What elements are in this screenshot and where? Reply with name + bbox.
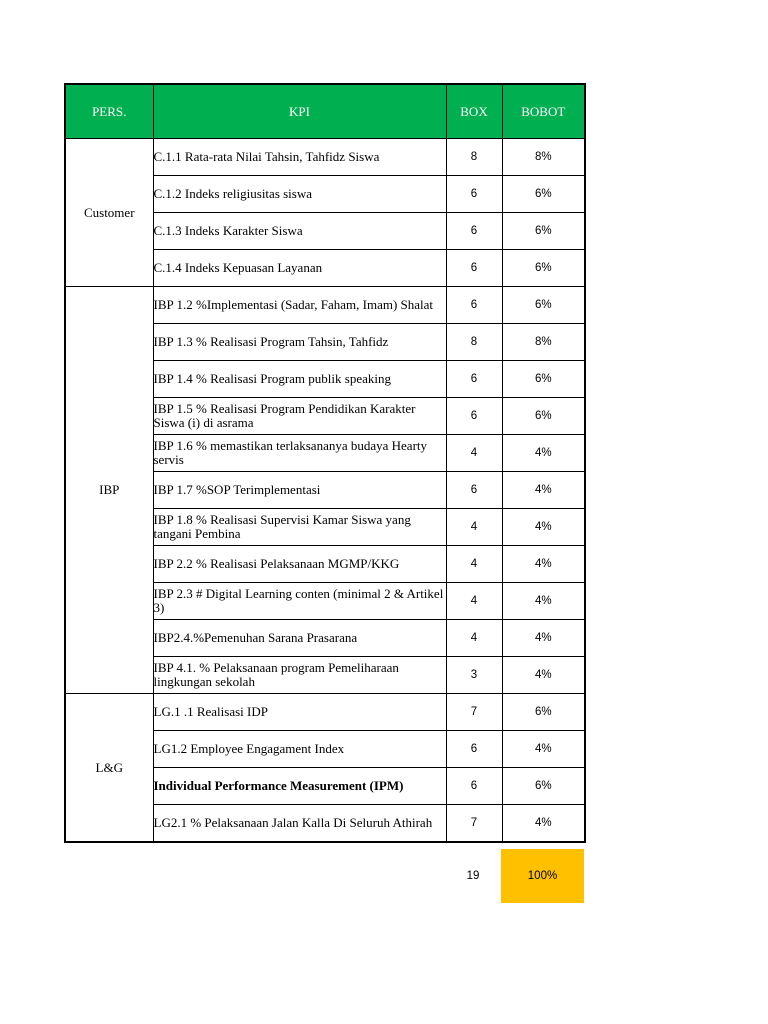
kpi-cell: IBP 1.6 % memastikan terlaksananya budaya Hearty servis: [153, 435, 446, 472]
kpi-cell: IBP 1.5 % Realisasi Program Pendidikan Karakter Siswa (i) di asrama: [153, 398, 446, 435]
box-cell: 8: [446, 324, 502, 361]
bobot-cell: 6%: [502, 398, 585, 435]
kpi-cell: C.1.2 Indeks religiusitas siswa: [153, 176, 446, 213]
box-cell: 6: [446, 398, 502, 435]
kpi-cell: LG1.2 Employee Engagament Index: [153, 731, 446, 768]
bobot-cell: 4%: [502, 472, 585, 509]
bobot-cell: 6%: [502, 287, 585, 324]
perspective-cell: IBP: [65, 287, 153, 694]
kpi-cell: IBP 4.1. % Pelaksanaan program Pemeliharaan lingkungan sekolah: [153, 657, 446, 694]
kpi-cell: LG2.1 % Pelaksanaan Jalan Kalla Di Seluruh Athirah: [153, 805, 446, 843]
kpi-cell: C.1.4 Indeks Kepuasan Layanan: [153, 250, 446, 287]
bobot-cell: 6%: [502, 176, 585, 213]
box-cell: 6: [446, 768, 502, 805]
kpi-table-body: [65, 139, 585, 843]
bobot-cell: 8%: [502, 139, 585, 176]
header-box: BOX: [446, 84, 502, 139]
bobot-cell: 4%: [502, 731, 585, 768]
kpi-cell: IBP 1.7 %SOP Terimplementasi: [153, 472, 446, 509]
box-cell: 6: [446, 361, 502, 398]
header-bobot: BOBOT: [502, 84, 585, 139]
total-box: 19: [466, 870, 480, 882]
total-bobot: 100%: [501, 849, 584, 903]
box-cell: 6: [446, 287, 502, 324]
bobot-cell: 6%: [502, 768, 585, 805]
bobot-cell: 8%: [502, 324, 585, 361]
kpi-cell: C.1.1 Rata-rata Nilai Tahsin, Tahfidz Siswa: [153, 139, 446, 176]
box-cell: 7: [446, 805, 502, 843]
kpi-cell: IBP 1.8 % Realisasi Supervisi Kamar Siswa yang tangani Pembina: [153, 509, 446, 546]
kpi-cell: C.1.3 Indeks Karakter Siswa: [153, 213, 446, 250]
header-kpi: KPI: [153, 84, 446, 139]
box-cell: 4: [446, 546, 502, 583]
box-cell: 6: [446, 250, 502, 287]
kpi-cell: IBP 2.3 # Digital Learning conten (minimal 2 & Artikel 3): [153, 583, 446, 620]
box-cell: 3: [446, 657, 502, 694]
box-cell: 4: [446, 620, 502, 657]
box-cell: 8: [446, 139, 502, 176]
box-cell: 4: [446, 509, 502, 546]
bobot-cell: 6%: [502, 361, 585, 398]
totals-row: [445, 849, 584, 903]
kpi-cell: Individual Performance Measurement (IPM): [153, 768, 446, 805]
header-pers: PERS.: [65, 84, 153, 139]
bobot-cell: 4%: [502, 583, 585, 620]
table-row: [65, 139, 585, 176]
bobot-cell: 4%: [502, 805, 585, 843]
bobot-cell: 4%: [502, 620, 585, 657]
bobot-cell: 6%: [502, 213, 585, 250]
kpi-cell: IBP 1.4 % Realisasi Program publik speaking: [153, 361, 446, 398]
kpi-table: [64, 83, 586, 843]
kpi-cell: IBP 2.2 % Realisasi Pelaksanaan MGMP/KKG: [153, 546, 446, 583]
bobot-cell: 4%: [502, 435, 585, 472]
box-cell: 4: [446, 435, 502, 472]
kpi-cell: LG.1 .1 Realisasi IDP: [153, 694, 446, 731]
bobot-cell: 6%: [502, 250, 585, 287]
table-row: [65, 694, 585, 731]
perspective-cell: L&G: [65, 694, 153, 843]
table-row: [65, 287, 585, 324]
bobot-cell: 4%: [502, 509, 585, 546]
bobot-cell: 6%: [502, 694, 585, 731]
bobot-cell: 4%: [502, 546, 585, 583]
box-cell: 7: [446, 694, 502, 731]
header-row: [65, 84, 585, 139]
perspective-cell: Customer: [65, 139, 153, 287]
box-cell: 6: [446, 176, 502, 213]
box-cell: 4: [446, 583, 502, 620]
kpi-cell: IBP 1.3 % Realisasi Program Tahsin, Tahfidz: [153, 324, 446, 361]
bobot-cell: 4%: [502, 657, 585, 694]
box-cell: 6: [446, 731, 502, 768]
box-cell: 6: [446, 472, 502, 509]
kpi-cell: IBP2.4.%Pemenuhan Sarana Prasarana: [153, 620, 446, 657]
kpi-cell: IBP 1.2 %Implementasi (Sadar, Faham, Imam) Shalat: [153, 287, 446, 324]
box-cell: 6: [446, 213, 502, 250]
